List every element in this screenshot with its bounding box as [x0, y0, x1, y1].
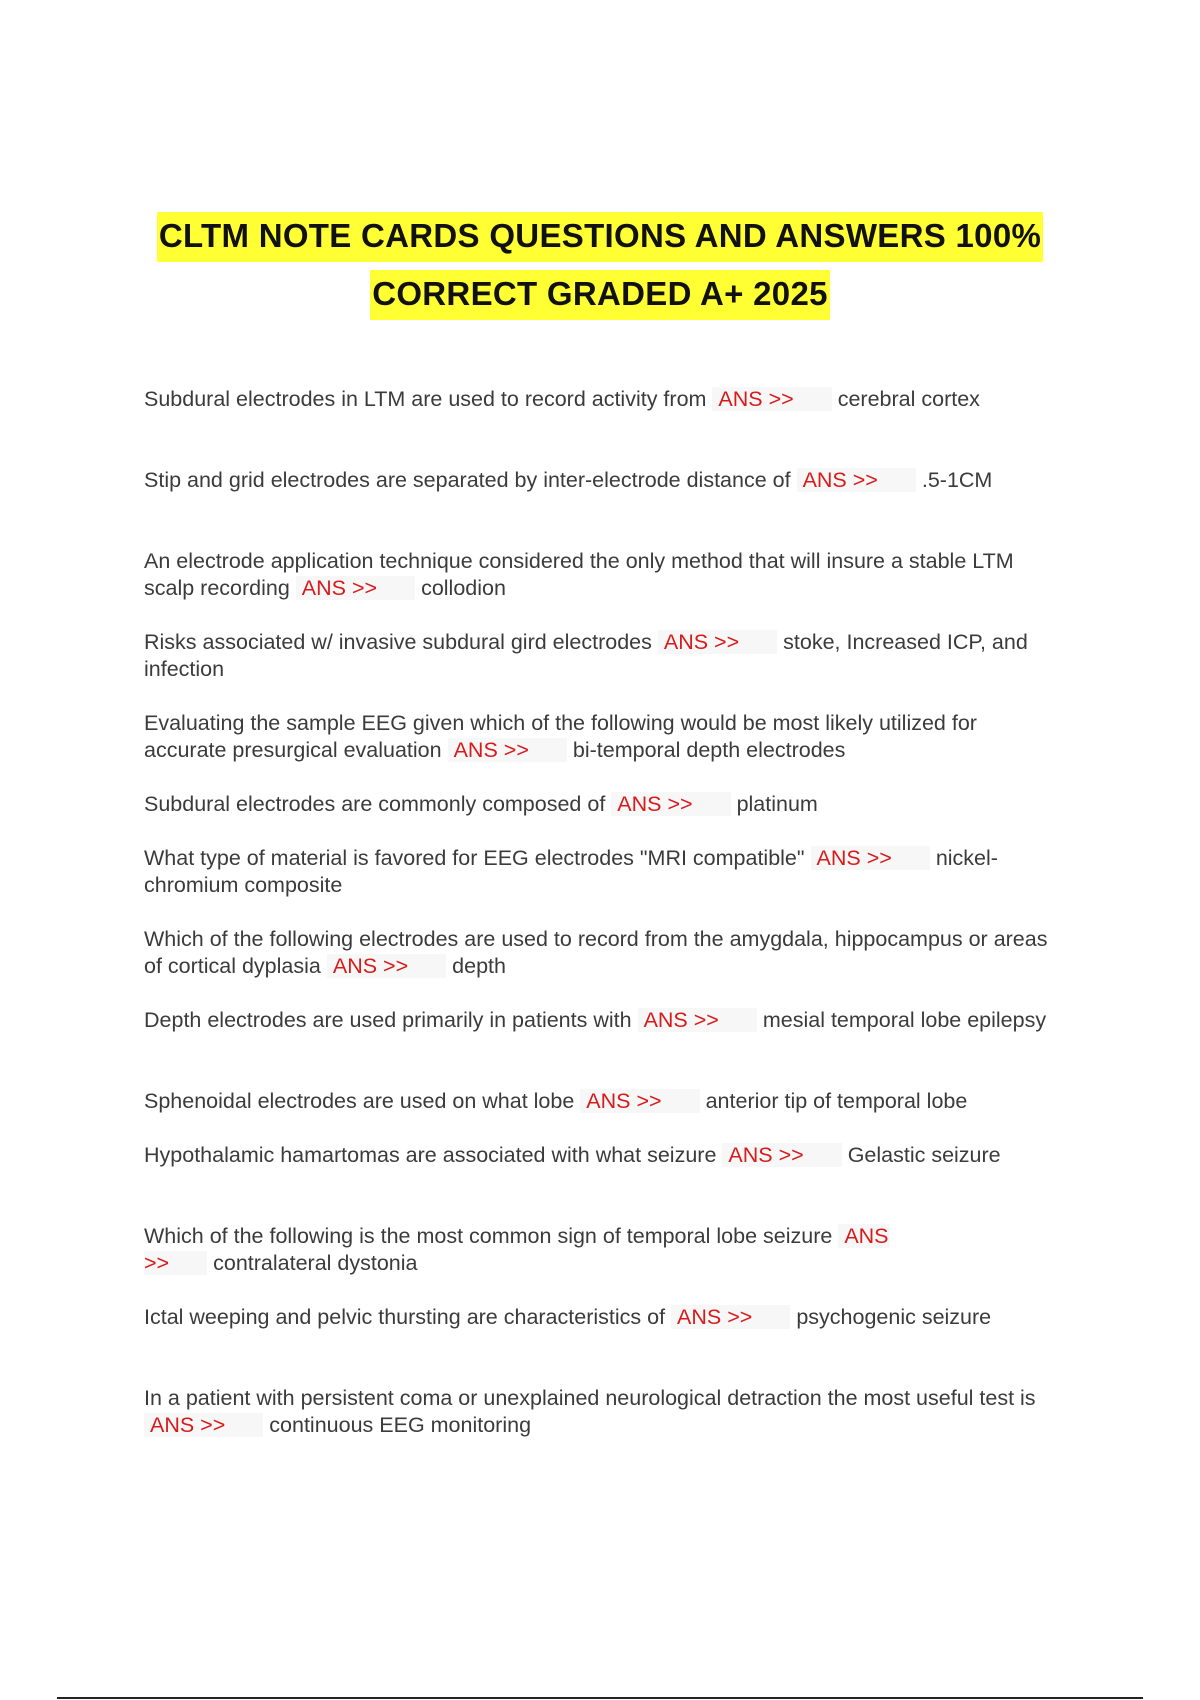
question-text: Stip and grid electrodes are separated by inter-electrode distance of — [144, 468, 791, 492]
question-text: Subdural electrodes in LTM are used to record activity from — [144, 387, 707, 411]
qa-item — [144, 926, 1049, 980]
ans-marker: ANS >> — [658, 630, 777, 654]
ans-marker: ANS >> — [797, 468, 916, 492]
qa-item — [144, 629, 1049, 683]
ans-marker: ANS >> — [448, 738, 567, 762]
qa-item — [144, 1385, 1049, 1439]
question-text: In a patient with persistent coma or unexplained neurological detraction the most useful test is — [144, 1386, 1036, 1410]
ans-marker: ANS >> — [712, 387, 831, 411]
question-text: Which of the following electrodes are used to record from the amygdala, hippocampus or areas of cortical dyplasia — [144, 927, 1048, 978]
answer-text: stoke, Increased ICP, and infection — [144, 630, 1028, 681]
qa-item — [144, 1088, 1049, 1115]
qa-item — [144, 467, 1049, 521]
answer-text: bi-temporal depth electrodes — [572, 738, 846, 762]
qa-item — [144, 1142, 1049, 1196]
answer-text: cerebral cortex — [837, 387, 980, 411]
answer-text: contralateral dystonia — [213, 1251, 418, 1275]
question-text: What type of material is favored for EEG electrodes "MRI compatible" — [144, 846, 805, 870]
title-line-2: CORRECT GRADED A+ 2025 — [370, 270, 830, 320]
ans-marker: ANS >> — [327, 954, 446, 978]
answer-text: mesial temporal lobe epilepsy — [762, 1008, 1047, 1032]
qa-item — [144, 386, 1049, 440]
answer-text: continuous EEG monitoring — [269, 1413, 532, 1437]
qa-item — [144, 548, 1049, 602]
question-text: An electrode application technique considered the only method that will insure a stable LTM scalp recording — [144, 549, 1014, 600]
answer-text: Gelastic seizure — [847, 1143, 1001, 1167]
ans-marker: ANS >> — [144, 1224, 889, 1275]
answer-text: nickel-chromium composite — [144, 846, 998, 897]
document-title — [0, 212, 1200, 320]
ans-marker: ANS >> — [611, 792, 730, 816]
footer-divider — [57, 1697, 1143, 1699]
qa-item — [144, 791, 1049, 818]
answer-text: psychogenic seizure — [796, 1305, 992, 1329]
answer-text: depth — [452, 954, 506, 978]
ans-marker: ANS >> — [580, 1089, 699, 1113]
ans-marker: ANS >> — [296, 576, 415, 600]
ans-marker: ANS >> — [638, 1008, 757, 1032]
answer-text: .5-1CM — [921, 468, 993, 492]
question-text: Hypothalamic hamartomas are associated with what seizure — [144, 1143, 717, 1167]
answer-text: anterior tip of temporal lobe — [705, 1089, 968, 1113]
answer-text: collodion — [421, 576, 506, 600]
ans-marker: ANS >> — [811, 846, 930, 870]
ans-marker: ANS >> — [722, 1143, 841, 1167]
qa-list — [144, 386, 1049, 1466]
qa-item — [144, 710, 1049, 764]
qa-item — [144, 1223, 1049, 1277]
title-line-1: CLTM NOTE CARDS QUESTIONS AND ANSWERS 100% — [157, 212, 1043, 262]
question-text: Evaluating the sample EEG given which of the following would be most likely utilized for accurate presurgical evaluation — [144, 711, 977, 762]
question-text: Depth electrodes are used primarily in patients with — [144, 1008, 632, 1032]
question-text: Subdural electrodes are commonly composed of — [144, 792, 606, 816]
question-text: Which of the following is the most common sign of temporal lobe seizure — [144, 1224, 833, 1248]
answer-text: platinum — [736, 792, 818, 816]
ans-marker: ANS >> — [144, 1413, 263, 1437]
question-text: Ictal weeping and pelvic thursting are characteristics of — [144, 1305, 666, 1329]
question-text: Sphenoidal electrodes are used on what lobe — [144, 1089, 575, 1113]
ans-marker: ANS >> — [671, 1305, 790, 1329]
qa-item — [144, 1304, 1049, 1358]
question-text: Risks associated w/ invasive subdural gird electrodes — [144, 630, 652, 654]
qa-item — [144, 845, 1049, 899]
qa-item — [144, 1007, 1049, 1061]
